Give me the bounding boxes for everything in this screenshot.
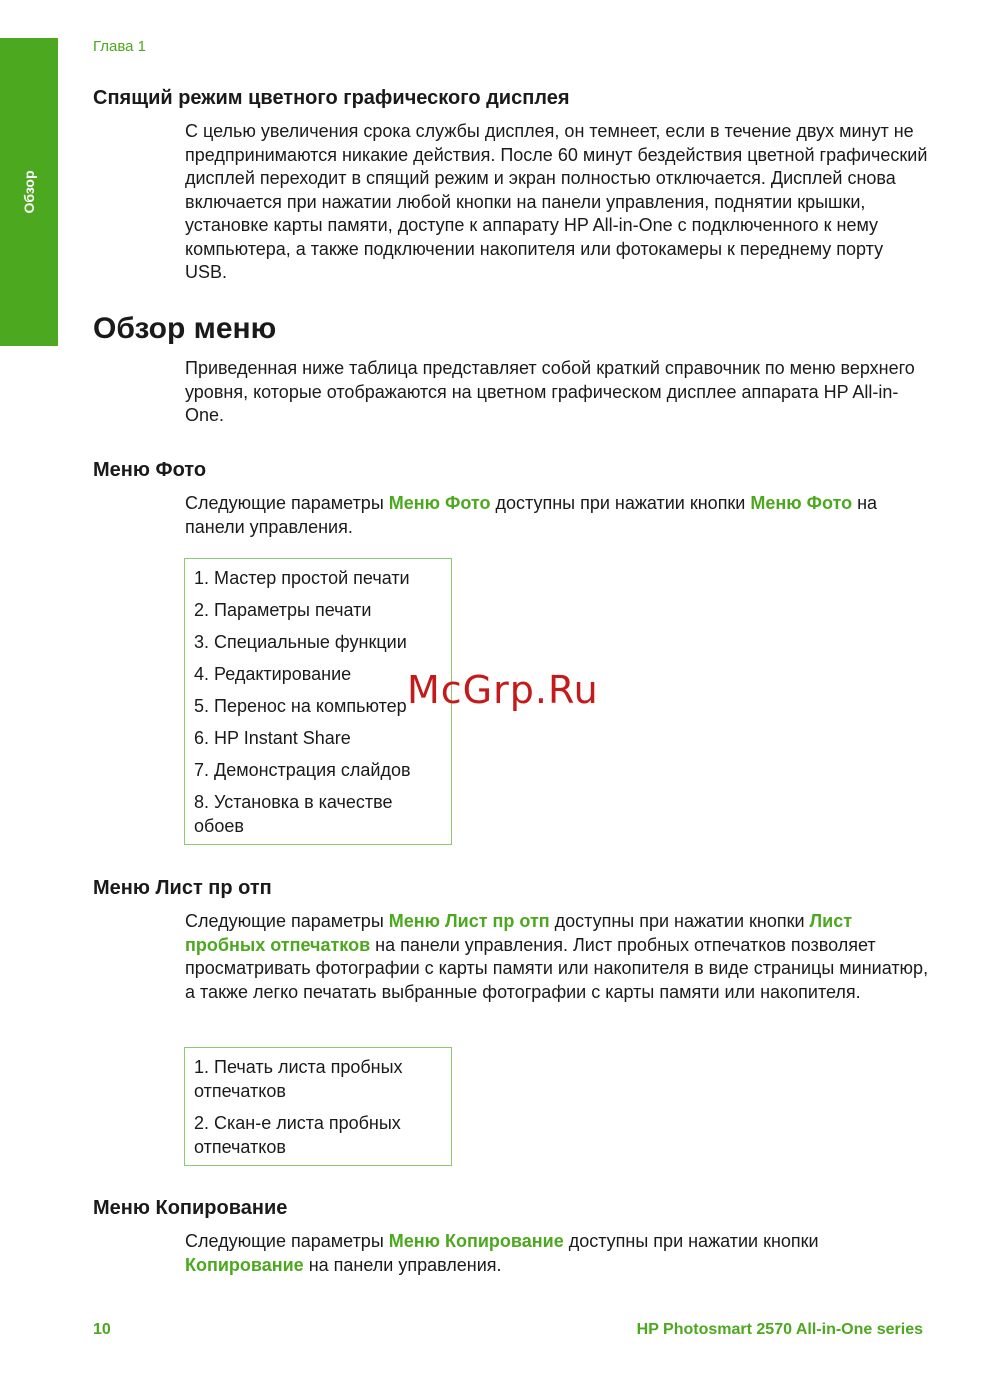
proof-menu-table — [184, 1047, 452, 1166]
list-item: 1. Мастер простой печати — [194, 568, 410, 588]
list-item: 7. Демонстрация слайдов — [194, 760, 411, 780]
watermark: McGrp.Ru — [407, 668, 599, 712]
list-item: 3. Специальные функции — [194, 632, 407, 652]
highlight-menu-photo-button: Меню Фото — [750, 493, 853, 513]
footer-product: HP Photosmart 2570 All-in-One series — [636, 1321, 923, 1338]
page-number: 10 — [93, 1321, 111, 1338]
highlight-copy-button: Копирование — [185, 1254, 304, 1275]
section-text-sleep: С целью увеличения срока службы дисплея, он темнеет, если в течение двух минут не предпринимаются никакие действия. После 60 минут бездействия цветной графический дисплей переходит в спящий режим и экран полностью отключается. Дисплей снова включается при нажатии любой кнопки на панели управления, поднятии крышки, установке карты памяти, доступе к аппарату HP All-in-One с подключенного к нему компьютера, а также подключении накопителя или фотокамеры к переднему порту USB. — [185, 121, 928, 282]
list-item: 5. Перенос на компьютер — [194, 696, 407, 716]
section-title-copy: Меню Копирование — [93, 1197, 288, 1219]
section-text-overview: Приведенная ниже таблица представляет собой краткий справочник по меню верхнего уровня, которые отображаются на цветном графическом дисплее аппарата HP All-in-One. — [185, 358, 915, 425]
highlight-proof-button: Лист пробных отпечатков — [185, 911, 853, 955]
section-text-photo: Следующие параметры Меню Фото доступны при нажатии кнопки Меню Фото на панели управления. — [185, 493, 878, 537]
section-title-sleep: Спящий режим цветного графического дисплея — [93, 87, 570, 109]
section-text-copy: Следующие параметры Меню Копирование доступны при нажатии кнопки Копирование на панели управления. — [185, 1231, 819, 1275]
list-item: 8. Установка в качестве обоев — [194, 792, 393, 836]
list-item: 1. Печать листа пробных отпечатков — [194, 1057, 403, 1101]
list-item: 6. HP Instant Share — [194, 728, 351, 748]
side-tab-label: Обзор — [21, 170, 37, 214]
highlight-menu-photo: Меню Фото — [388, 493, 491, 513]
page-heading-overview: Обзор меню — [93, 312, 277, 345]
section-title-proof: Меню Лист пр отп — [93, 877, 272, 899]
list-item: 4. Редактирование — [194, 664, 352, 684]
highlight-menu-proof: Меню Лист пр отп — [388, 911, 550, 931]
section-text-proof: Следующие параметры Меню Лист пр отп доступны при нажатии кнопки Лист пробных отпечатков на панели управления. Лист пробных отпечатков позволяет просматривать фотографии с карты памяти или накопителя в виде страницы миниатюр, а также легко печатать выбранные фотографии с карты памяти или накопителя. — [185, 911, 929, 1002]
chapter-label: Глава 1 — [93, 38, 147, 55]
section-title-photo: Меню Фото — [93, 459, 207, 481]
highlight-menu-copy: Меню Копирование — [388, 1231, 564, 1251]
list-item: 2. Параметры печати — [194, 600, 372, 620]
list-item: 2. Скан-е листа пробных отпечатков — [194, 1113, 401, 1157]
